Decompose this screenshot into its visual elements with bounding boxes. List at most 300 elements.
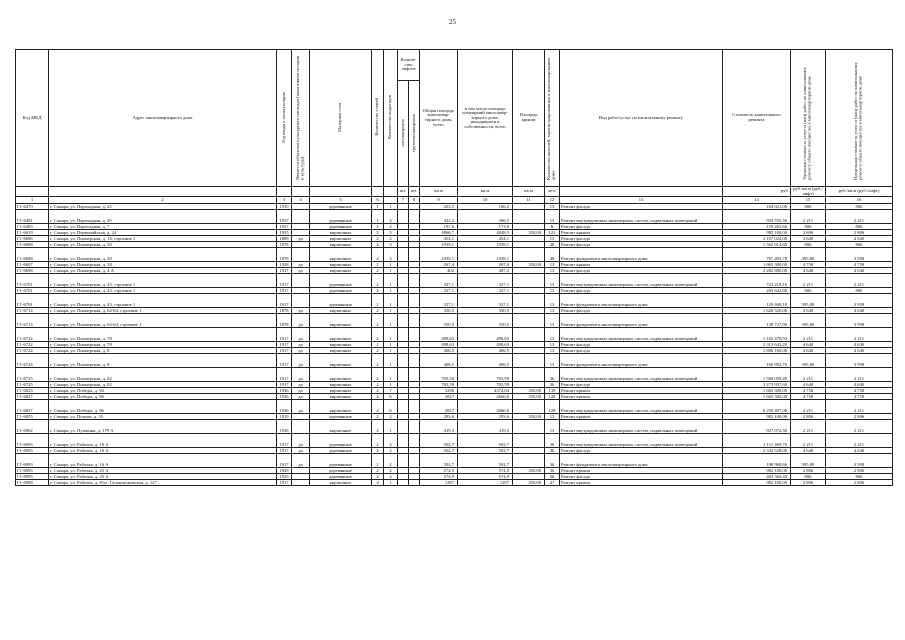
table-cell: 1917 [277,454,292,468]
table-cell: 2 [372,268,384,274]
table-cell: 4 758 [826,394,893,400]
table-cell: 705,59 [420,368,458,382]
table-cell: 498,63 [458,328,513,342]
table-cell [409,210,420,224]
table-cell: 1 [384,268,398,274]
table-cell: 806 [791,474,826,480]
table-cell [409,328,420,342]
table-cell [398,400,409,414]
table-cell: 4 640 [791,308,826,314]
column-number: 10 [458,197,513,204]
table-cell: 2 806 [826,468,893,474]
table-cell: 2 [384,448,398,454]
table-cell: 2 [372,348,384,354]
header-lifts-pass: пассажирских [398,81,409,187]
table-cell [398,454,409,468]
header-floors: Количество этажей [372,50,384,187]
table-cell: кирпичные [310,400,372,414]
table-cell: 2 211 [791,420,826,434]
table-cell: кирпичные [310,368,372,382]
table-cell: 350,00 [513,414,545,420]
table-cell: 4 640 [791,236,826,242]
table-cell: 806 [826,242,893,248]
table-cell: 927 072,30 [723,420,791,434]
table-cell: 1929 [277,474,292,480]
table-cell: Г1-6714 [16,308,49,314]
table-cell: Г1-6855 [16,414,49,420]
table-cell: Ремонт фундамента многоквартирного дома [560,354,723,368]
table-cell: 1 [384,308,398,314]
table-cell: 350,00 [513,388,545,394]
table-cell: 502,7 [420,434,458,448]
table-cell: Ремонт фундамента многоквартирного дома [560,248,723,262]
table-cell: кирпичные [310,348,372,354]
table-cell: 350,5 [458,308,513,314]
table-cell: деревянные [310,210,372,224]
unit-lifts-cargo: шт. [409,187,420,197]
table-cell: деревянные [310,448,372,454]
table-cell: да [292,262,310,268]
header-area-private: в том числе площадь помещений многоквар- тирного дома, находящихся в собственности, всего [458,50,513,187]
table-cell: 502,7 [458,448,513,454]
table-cell: 2 [372,474,384,480]
table-cell: кирпичные [310,262,372,268]
table-cell: 1 [384,328,398,342]
table-cell: Г1-6722 [16,328,49,342]
header-area-total: Общая площадь многоквар- тирного дома, всего [420,50,458,187]
table-cell: г. Самара, ул. Рабочая, д. 16 А [49,434,277,448]
table-cell: 2 [372,262,384,268]
table-cell: Г1-6701 [16,288,49,294]
table-cell: 164 021,00 [723,204,791,210]
table-cell: 197,6 [420,224,458,230]
table-cell: 1 [384,274,398,288]
table-cell [398,354,409,368]
table-cell: 4 [372,400,384,414]
table-cell [409,480,420,486]
table-cell [398,368,409,382]
table-cell: Г1-6686 [16,236,49,242]
table-cell: Ремонт крыши [560,414,723,420]
table-cell: Ремонт фасада [560,268,723,274]
table-row [16,328,893,342]
table-cell [513,248,545,262]
table-cell: 1919 [277,414,292,420]
table-cell: г. Самара, ул. Пионерская, д. 62-64, строение 1 [49,308,277,314]
table-cell: Г1-6827 [16,400,49,414]
table-cell [409,420,420,434]
table-cell: 2 211 [826,328,893,342]
table-cell: Г1-6725 [16,382,49,388]
unit-area-total: кв.м [420,187,458,197]
table-cell: 1917 [277,354,292,368]
table-cell: да [292,394,310,400]
table-cell: 2 211 [826,434,893,448]
header-lifts-cargo: грузопассажирских [409,81,420,187]
table-cell: 350,00 [513,394,545,400]
table-cell: 402 [420,268,458,274]
table-cell: г. Самара, ул. Первомайская, д. 24 [49,230,277,236]
table-cell: Ремонт фасада [560,308,723,314]
table-cell: 502,7 [458,434,513,448]
table-row [16,368,893,382]
header-work: Вид работ/услуг по капитальному ремонту [560,50,723,187]
table-cell: 1 [384,314,398,328]
table-cell: Ремонт крыши [560,388,723,394]
table-cell: 47 [545,480,560,486]
table-cell: деревянные [310,224,372,230]
table-cell: г. Самара, ул. Пионерская, д. 16, строение 1 [49,236,277,242]
table-cell: кирпичные [310,394,372,400]
table-cell [513,354,545,368]
table-cell: 350,00 [513,468,545,474]
table-cell: Ремонт фасада [560,348,723,354]
table-cell: Г1-6688 [16,242,49,248]
header-cost: Стоимость капитального ремонта [723,50,791,187]
table-cell: да [292,268,310,274]
table-cell: 2 211 [791,328,826,342]
table-row [16,354,893,368]
table-cell: 1910 [277,204,292,210]
column-number [384,197,398,204]
table-cell: кирпичные [310,382,372,388]
table-cell: 574,9 [420,468,458,474]
table-cell: деревянные [310,468,372,474]
table-cell: г. Самара, ул. Победы, д. 96 [49,394,277,400]
table-cell: Ремонт крыши [560,394,723,400]
table-cell: 2 [384,414,398,420]
table-cell: да [292,448,310,454]
table-cell: 128 [545,394,560,400]
table-cell: кирпичные [310,236,372,242]
table-cell: 2 [384,454,398,468]
table-cell: 2 [384,434,398,448]
table-cell: 1917 [277,480,292,486]
header-roof: Площадь крыши [513,50,545,187]
table-cell: г. Самара, ул. Пароходная, д. 7 [49,224,277,230]
table-cell: 4 [372,394,384,400]
table-cell: 1917 [277,448,292,454]
table-cell: 1936 [277,400,292,414]
table-cell: 395,80 [791,294,826,308]
table-cell: 1936 [277,420,292,434]
table-cell: 806 [826,474,893,480]
table-cell: 1 [384,354,398,368]
table-cell: 4 758 [826,262,893,268]
table-cell: да [292,434,310,448]
table-cell: 7 [384,388,398,394]
table-cell: 4 640 [826,236,893,242]
table-cell: 138 727,90 [723,314,791,328]
table-cell: Ремонт внутридомовых инженерных систем, подвальных помещений [560,328,723,342]
table-cell: Ремонт фасада [560,224,723,230]
table-cell: 2 [372,288,384,294]
table-cell: г. Самара, ул. Пионерская, д. 62-64, строение 1 [49,314,277,328]
table-cell: 1878 [277,242,292,248]
table-cell [398,480,409,486]
table-cell: 1 562 914,60 [723,242,791,248]
table-cell: 1 [384,348,398,354]
table-cell: Г1-6993 [16,434,49,448]
table-cell: 1287 [458,480,513,486]
table-cell [513,274,545,288]
table-cell: 2 313 643,20 [723,342,791,348]
table-cell: г. Самара, ул. Пароходная, д. 23 [49,204,277,210]
table-cell [409,294,420,308]
table-cell: 198 968,66 [723,454,791,468]
table-cell: 1917 [277,274,292,288]
table-cell: г. Самара, ул. Пушкина, д. 179 А [49,420,277,434]
table-cell: 1917 [277,288,292,294]
table-row [16,400,893,414]
table-cell: 13 [545,314,560,328]
table-cell: 1939,1 [458,248,513,262]
table-cell: 1 [372,224,384,230]
table-cell: 350,5 [458,314,513,328]
table-cell: г. Самара, ул. Рабочая, д. 8/ул. Галактионовская, д. 127 [49,480,277,486]
table-cell: г. Самара, ул. Рабочая, д. 16 А [49,448,277,454]
table-cell: 13 [545,274,560,288]
table-cell: 2666,6 [458,400,513,414]
table-cell: 2 806 [826,230,893,236]
table-cell: деревянные [310,474,372,480]
table-cell: 293,6 [420,414,458,420]
table-cell [292,274,310,288]
table-cell: Ремонт крыши [560,262,723,268]
table-cell: Г1-6988 [16,480,49,486]
table-cell [409,434,420,448]
table-cell: 574,9 [458,468,513,474]
table-cell: кирпичные [310,308,372,314]
table-cell: 4 640 [826,382,893,388]
page-number: 25 [449,18,456,26]
table-cell: 4 640 [791,382,826,388]
table-cell: кирпичные [310,420,372,434]
table-cell [513,328,545,342]
table-cell: Ремонт фасада [560,236,723,242]
table-cell: 574,9 [458,474,513,480]
table-cell: 1 560 059,49 [723,368,791,382]
table-cell: 1 886 160,00 [723,348,791,354]
table-cell [513,420,545,434]
column-number: 8 [409,197,420,204]
table-cell: 2 211 [791,400,826,414]
table-cell: 982 100,00 [723,468,791,474]
header-lifts-group: Количе- ство лифтов [398,50,420,81]
table-cell: да [292,348,310,354]
table-cell: 2 806 [791,468,826,474]
table-cell: да [292,236,310,242]
table-cell: 422,3 [420,210,458,224]
table-cell: кирпичные [310,328,372,342]
table-cell: Ремонт фундамента многоквартирного дома [560,454,723,468]
table-cell: 395,80 [791,354,826,368]
table-cell: 36 [545,382,560,388]
table-cell: г. Самара, ул. Пионерская, д. 78 [49,328,277,342]
table-cell: 1928 [277,262,292,268]
column-number: 4 [292,197,310,204]
column-number: 14 [723,197,791,204]
table-cell: 1 [372,210,384,224]
table-cell: 982 100,00 [723,414,791,420]
column-number: 11 [513,197,545,204]
table-cell: 2 211 [791,210,826,224]
table-cell: 2 [372,236,384,242]
table-cell: 350,00 [513,480,545,486]
table-cell: 2827 [420,394,458,400]
table-cell [409,400,420,414]
column-number: 12 [545,197,560,204]
table-cell: 36 [545,368,560,382]
table-cell: 498,63 [420,342,458,348]
table-cell: да [292,388,310,394]
table-cell: 1 [384,294,398,308]
table-cell: 4 640 [791,348,826,354]
table-cell: 350,00 [513,262,545,268]
table-cell [409,454,420,468]
unit-max-cost: руб./кв.м (руб./лифт) [826,187,893,197]
table-cell: Г1-6993 [16,448,49,454]
table-cell: 293,6 [458,414,513,420]
table-cell: да [292,342,310,348]
table-cell: 2 211 [826,274,893,288]
table-cell: 3 958 [826,454,893,468]
table-cell: Г1-6724 [16,354,49,368]
table-row [16,434,893,448]
table-cell: 2 107 024,00 [723,236,791,242]
table-cell: 48 [545,248,560,262]
column-number: 3 [277,197,292,204]
table-row [16,420,893,434]
table-cell: да [292,308,310,314]
table-cell: 2 211 [791,274,826,288]
table-cell: 350,00 [513,230,545,236]
table-cell: Г1-6481 [16,210,49,224]
table-cell: 2 [372,420,384,434]
table-cell: 4 640 [826,308,893,314]
table-cell: 574,9 [420,474,458,480]
table-cell: 128 [545,400,560,414]
table-cell [409,248,420,262]
table-cell: 2 211 [826,210,893,224]
table-cell: 1936 [277,394,292,400]
table-cell [292,248,310,262]
table-cell [398,210,409,224]
table-cell: 2 [384,210,398,224]
table-cell: 2 [372,368,384,382]
table-cell: 2 [372,448,384,454]
table-cell: 267,4 [420,262,458,268]
table-cell: г. Самара, ул. Пионерская, д. 43, строение 1 [49,274,277,288]
table-cell: г. Самара, ул. Пионерская, д. 4 А [49,268,277,274]
table-cell: Г1-6619 [16,230,49,236]
header-year: Год ввода в эксплуатацию [277,50,292,187]
table-cell: 386,5 [458,210,513,224]
table-cell [398,434,409,448]
table-cell: 406,5 [458,348,513,354]
table-cell: деревянные [310,434,372,448]
table-cell: деревянные [310,288,372,294]
table-cell: 2 211 [826,420,893,434]
table-cell: 327,1 [420,274,458,288]
table-cell: Г1-6725 [16,368,49,382]
header-heritage: Является объектом культурного наследия (памятником истории и культуры) [292,50,310,187]
table-cell: 13 [545,348,560,354]
table-cell: 36 [545,448,560,454]
table-cell: 13 [545,236,560,242]
table-cell: 13 [545,420,560,434]
table-cell: г. Самара, ул. Попова, д. 55 [49,414,277,420]
table-cell [409,274,420,288]
table-cell: 1 [384,204,398,210]
table-cell: 160 892,70 [723,354,791,368]
table-cell: 1 [384,288,398,294]
table-cell [292,294,310,308]
table-cell: 2 [372,434,384,448]
table-cell: 1878 [277,314,292,328]
table-cell: Г1-6701 [16,274,49,288]
table-cell: Ремонт фасада [560,342,723,348]
table-cell: деревянные [310,414,372,420]
table-cell: 4 640 [791,268,826,274]
table-cell: Ремонт внутридомовых инженерных систем, подвальных помещений [560,368,723,382]
table-cell [513,434,545,448]
table-cell: 705,59 [420,382,458,388]
table-cell: 3 [384,248,398,262]
table-cell: 4 640 [826,342,893,348]
table-cell: г. Самара, ул. Рабочая, д. 25 А [49,468,277,474]
table-cell: Ремонт внутридомовых инженерных систем, подвальных помещений [560,434,723,448]
table-cell: 327,1 [458,274,513,288]
header-address: Адрес многоквартирного дома [49,50,277,187]
table-cell: 2 211 [826,368,893,382]
table-cell: 13 [545,328,560,342]
table-cell: 406,5 [420,348,458,354]
table-cell: 705,59 [458,382,513,388]
table-cell: 498,63 [458,342,513,348]
table-cell: 4 640 [791,342,826,348]
column-number: 13 [560,197,723,204]
table-cell: 4 640 [826,348,893,354]
table-cell: 1936 [277,388,292,394]
table-cell: 36 [545,474,560,480]
table-cell: 327,1 [420,288,458,294]
table-cell: 502,7 [420,448,458,454]
table-cell: 327,1 [420,294,458,308]
table-cell: 129 460,18 [723,294,791,308]
table-cell: г. Самара, ул. Пионерская, д. 82 [49,382,277,388]
table-cell: 13 [545,268,560,274]
table-cell: 2 211 [791,368,826,382]
table-cell: 463 369,40 [723,474,791,480]
table-row [16,248,893,262]
table-cell: 36 [545,468,560,474]
header-residents: Количество жителей, зарегистрированных в многоквартирном доме [545,50,560,187]
table-cell: Ремонт фасада [560,474,723,480]
table-cell: 395,80 [791,314,826,328]
table-cell: 1889 [277,236,292,242]
table-cell [398,314,409,328]
table-cell: г. Самара, ул. Победы, д. 94 [49,388,277,394]
table-cell: г. Самара, ул. Пионерская, д. 78 [49,342,277,348]
table-cell: 13 [545,204,560,210]
header-wall: Материал стен [310,50,372,187]
table-row [16,314,893,328]
table-cell: 1 626 320,00 [723,308,791,314]
table-cell: 3 [384,242,398,248]
table-cell: 6 250 497,00 [723,400,791,414]
table-cell [513,314,545,328]
